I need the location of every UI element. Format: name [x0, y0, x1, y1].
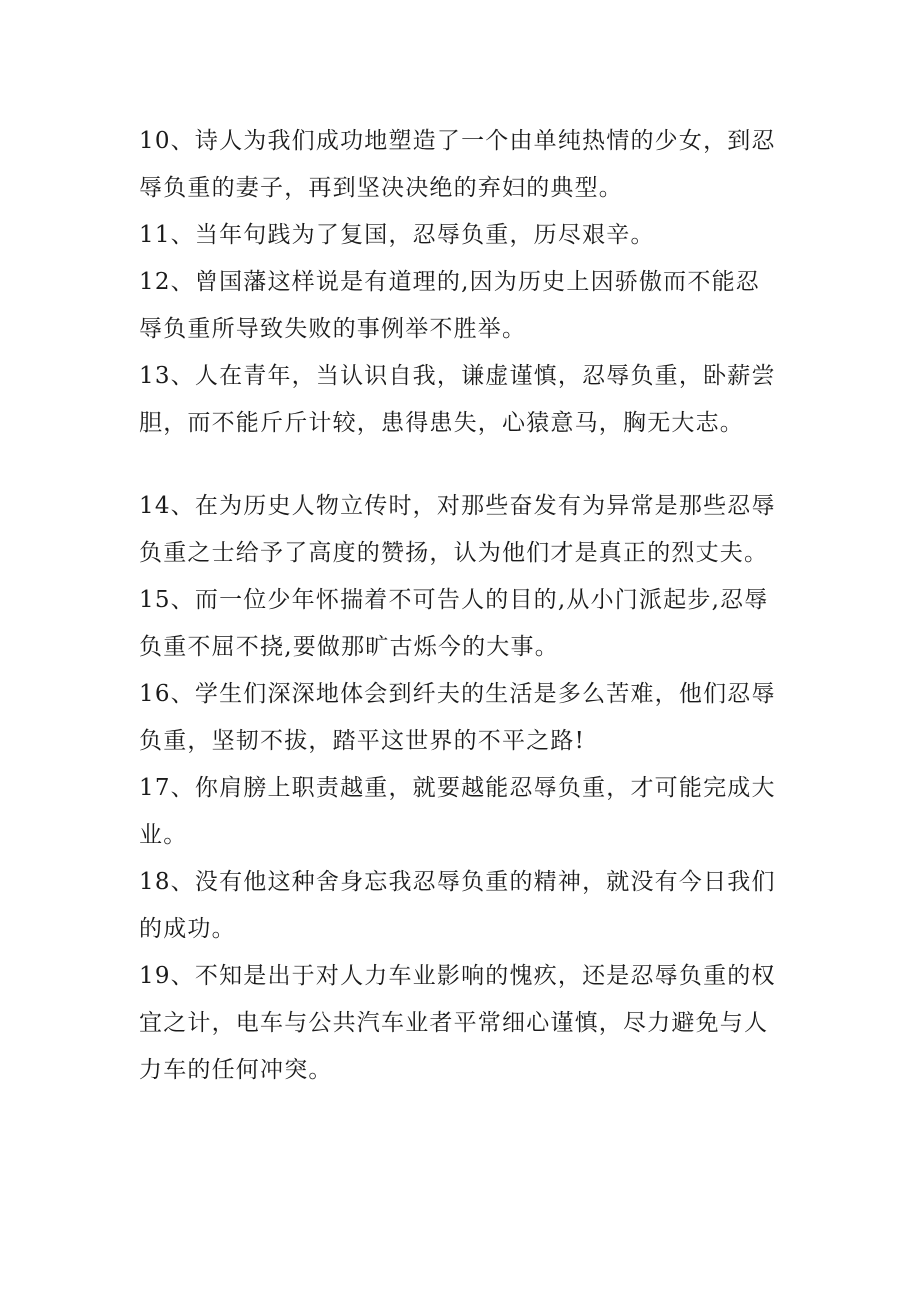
sentence-16: 16、学生们深深地体会到纤夫的生活是多么苦难，他们忍辱负重，坚韧不拔，踏平这世界的不平之路! [139, 681, 776, 754]
sentence-19: 19、不知是出于对人力车业影响的愧疚，还是忍辱负重的权宜之计，电车与公共汽车业者平常细心谨慎，尽力避免与人力车的任何冲突。 [139, 963, 776, 1083]
sentence-15: 15、而一位少年怀揣着不可告人的目的,从小门派起步,忍辱负重不屈不挠,要做那旷古烁今的大事。 [139, 587, 769, 660]
sentence-14: 14、在为历史人物立传时，对那些奋发有为异常是那些忍辱负重之士给予了高度的赞扬，认为他们才是真正的烈丈夫。 [139, 493, 776, 566]
sentence-10: 10、诗人为我们成功地塑造了一个由单纯热情的少女，到忍辱负重的妻子，再到坚决决绝的弃妇的典型。 [139, 128, 776, 201]
sentence-17: 17、你肩膀上职责越重，就要越能忍辱负重，才可能完成大业。 [139, 775, 776, 848]
sentence-11: 11、当年句践为了复国，忍辱负重，历尽艰辛。 [139, 222, 655, 248]
sentence-12: 12、曾国藩这样说是有道理的,因为历史上因骄傲而不能忍辱负重所导致失败的事例举不胜举。 [139, 269, 760, 342]
sentence-13: 13、人在青年，当认识自我，谦虚谨慎，忍辱负重，卧薪尝胆，而不能斤斤计较，患得患失，心猿意马，胸无大志。 [139, 363, 776, 436]
sentence-18: 18、没有他这种舍身忘我忍辱负重的精神，就没有今日我们的成功。 [139, 869, 776, 942]
sentence-list [139, 118, 779, 1094]
